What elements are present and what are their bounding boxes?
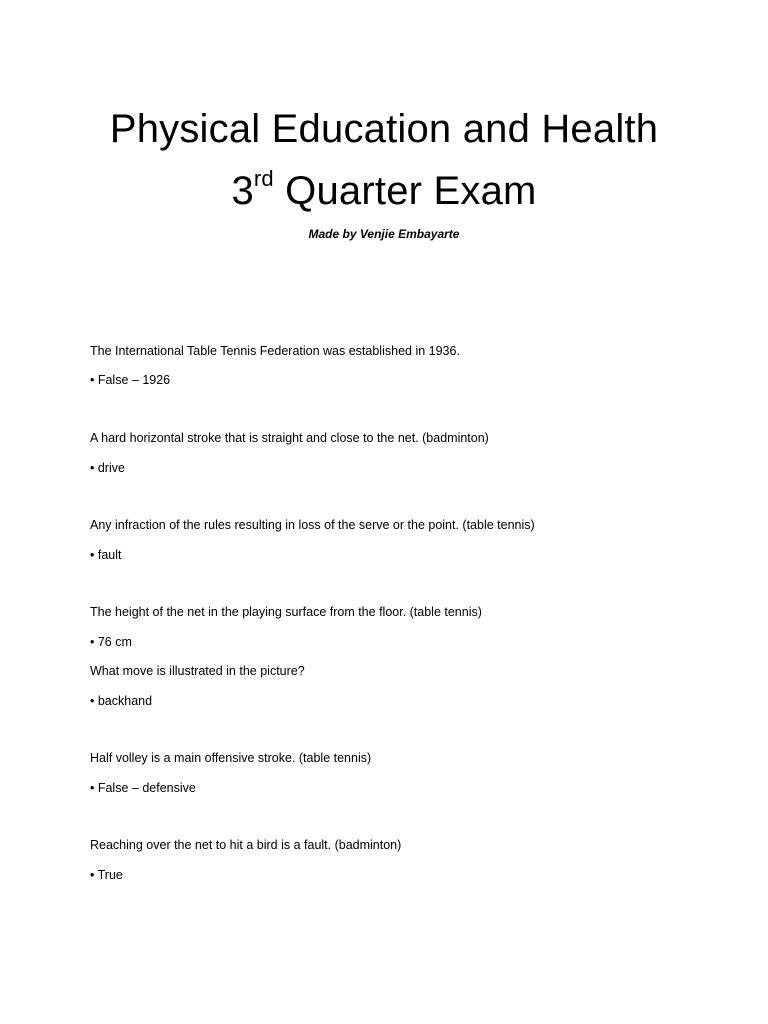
ordinal-number: 3 (231, 169, 254, 213)
page-title: Physical Education and Health (109, 107, 659, 151)
question-5: What move is illustrated in the picture? (90, 664, 305, 678)
answer-1: • False – 1926 (90, 373, 171, 387)
answer-3: • fault (90, 548, 122, 562)
page-subtitle (0, 160, 768, 222)
author-byline: Made by Venjie Embayarte (308, 227, 460, 241)
answer-4: • 76 cm (90, 635, 132, 649)
question-2: A hard horizontal stroke that is straight and close to the net. (badminton) (90, 431, 489, 445)
question-4: The height of the net in the playing surface from the floor. (table tennis) (90, 605, 482, 619)
answer-6: • False – defensive (90, 781, 196, 795)
answer-7: • True (90, 868, 123, 882)
question-7: Reaching over the net to hit a bird is a fault. (badminton) (90, 838, 402, 852)
question-1: The International Table Tennis Federation was established in 1936. (90, 344, 460, 358)
question-6: Half volley is a main offensive stroke. (table tennis) (90, 751, 372, 765)
question-3: Any infraction of the rules resulting in loss of the serve or the point. (table tennis) (90, 518, 535, 532)
subtitle-text: Quarter Exam (273, 169, 537, 213)
ordinal-suffix: rd (253, 166, 274, 191)
title-block (0, 98, 768, 222)
answer-5: • backhand (90, 694, 153, 708)
answer-2: • drive (90, 461, 125, 475)
